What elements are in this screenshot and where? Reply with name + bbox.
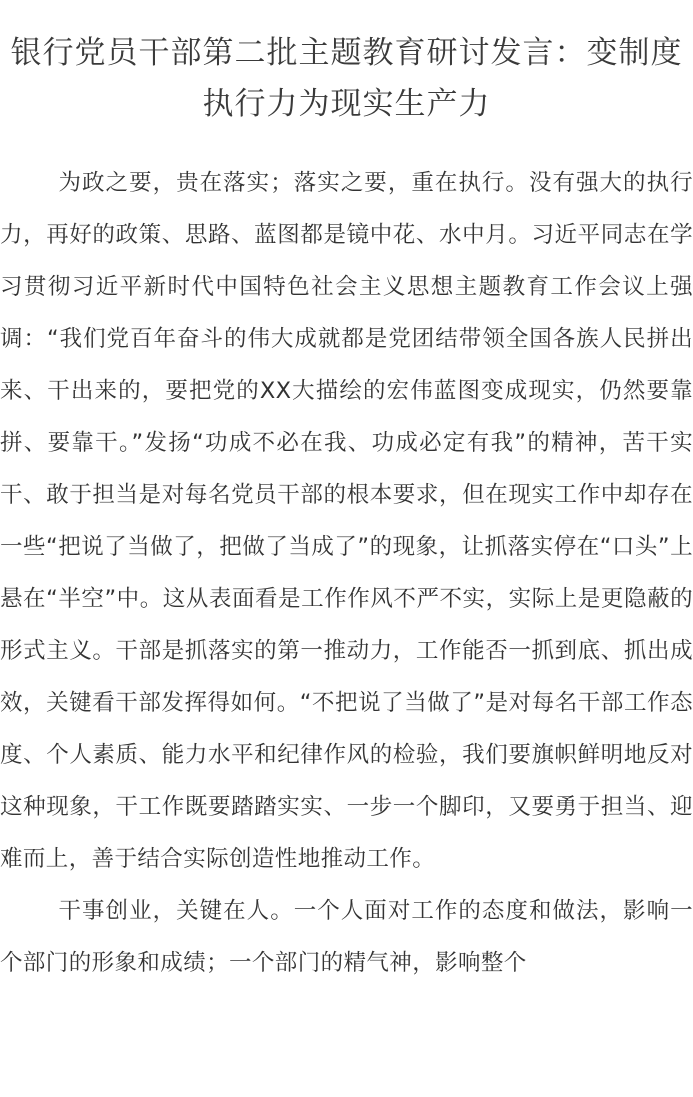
paragraph-1: 为政之要，贵在落实；落实之要，重在执行。没有强大的执行力，再好的政策、思路、蓝图都是镜中花、水中月。习近平同志在学习贯彻习近平新时代中国特色社会主义思想主题教育工作会议上强调：“我们党百年奋斗的伟大成就都是党团结带领全国各族人民拼出来、干出来的，要把党的XX大描绘的宏伟蓝图变成现实，仍然要靠拼、要靠干。”发扬“功成不必在我、功成必定有我”的精神，苦干实干、敢于担当是对每名党员干部的根本要求，但在现实工作中却存在一些“把说了当做了，把做了当成了”的现象，让抓落实停在“口头”上悬在“半空”中。这从表面看是工作作风不严不实，实际上是更隐蔽的形式主义。干部是抓落实的第一推动力，工作能否一抓到底、抓出成效，关键看干部发挥得如何。“不把说了当做了”是对每名干部工作态度、个人素质、能力水平和纪律作风的检验，我们要旗帜鲜明地反对这种现象，干工作既要踏踏实实、一步一个脚印，又要勇于担当、迎难而上，善于结合实际创造性地推动工作。 [0, 170, 693, 872]
article-title: 银行党员干部第二批主题教育研讨发言：变制度执行力为现实生产力 [10, 35, 683, 122]
paragraph-2: 干事创业，关键在人。一个人面对工作的态度和做法，影响一个部门的形象和成绩；一个部门的精气神，影响整个 [0, 898, 693, 976]
article-body [0, 157, 693, 989]
